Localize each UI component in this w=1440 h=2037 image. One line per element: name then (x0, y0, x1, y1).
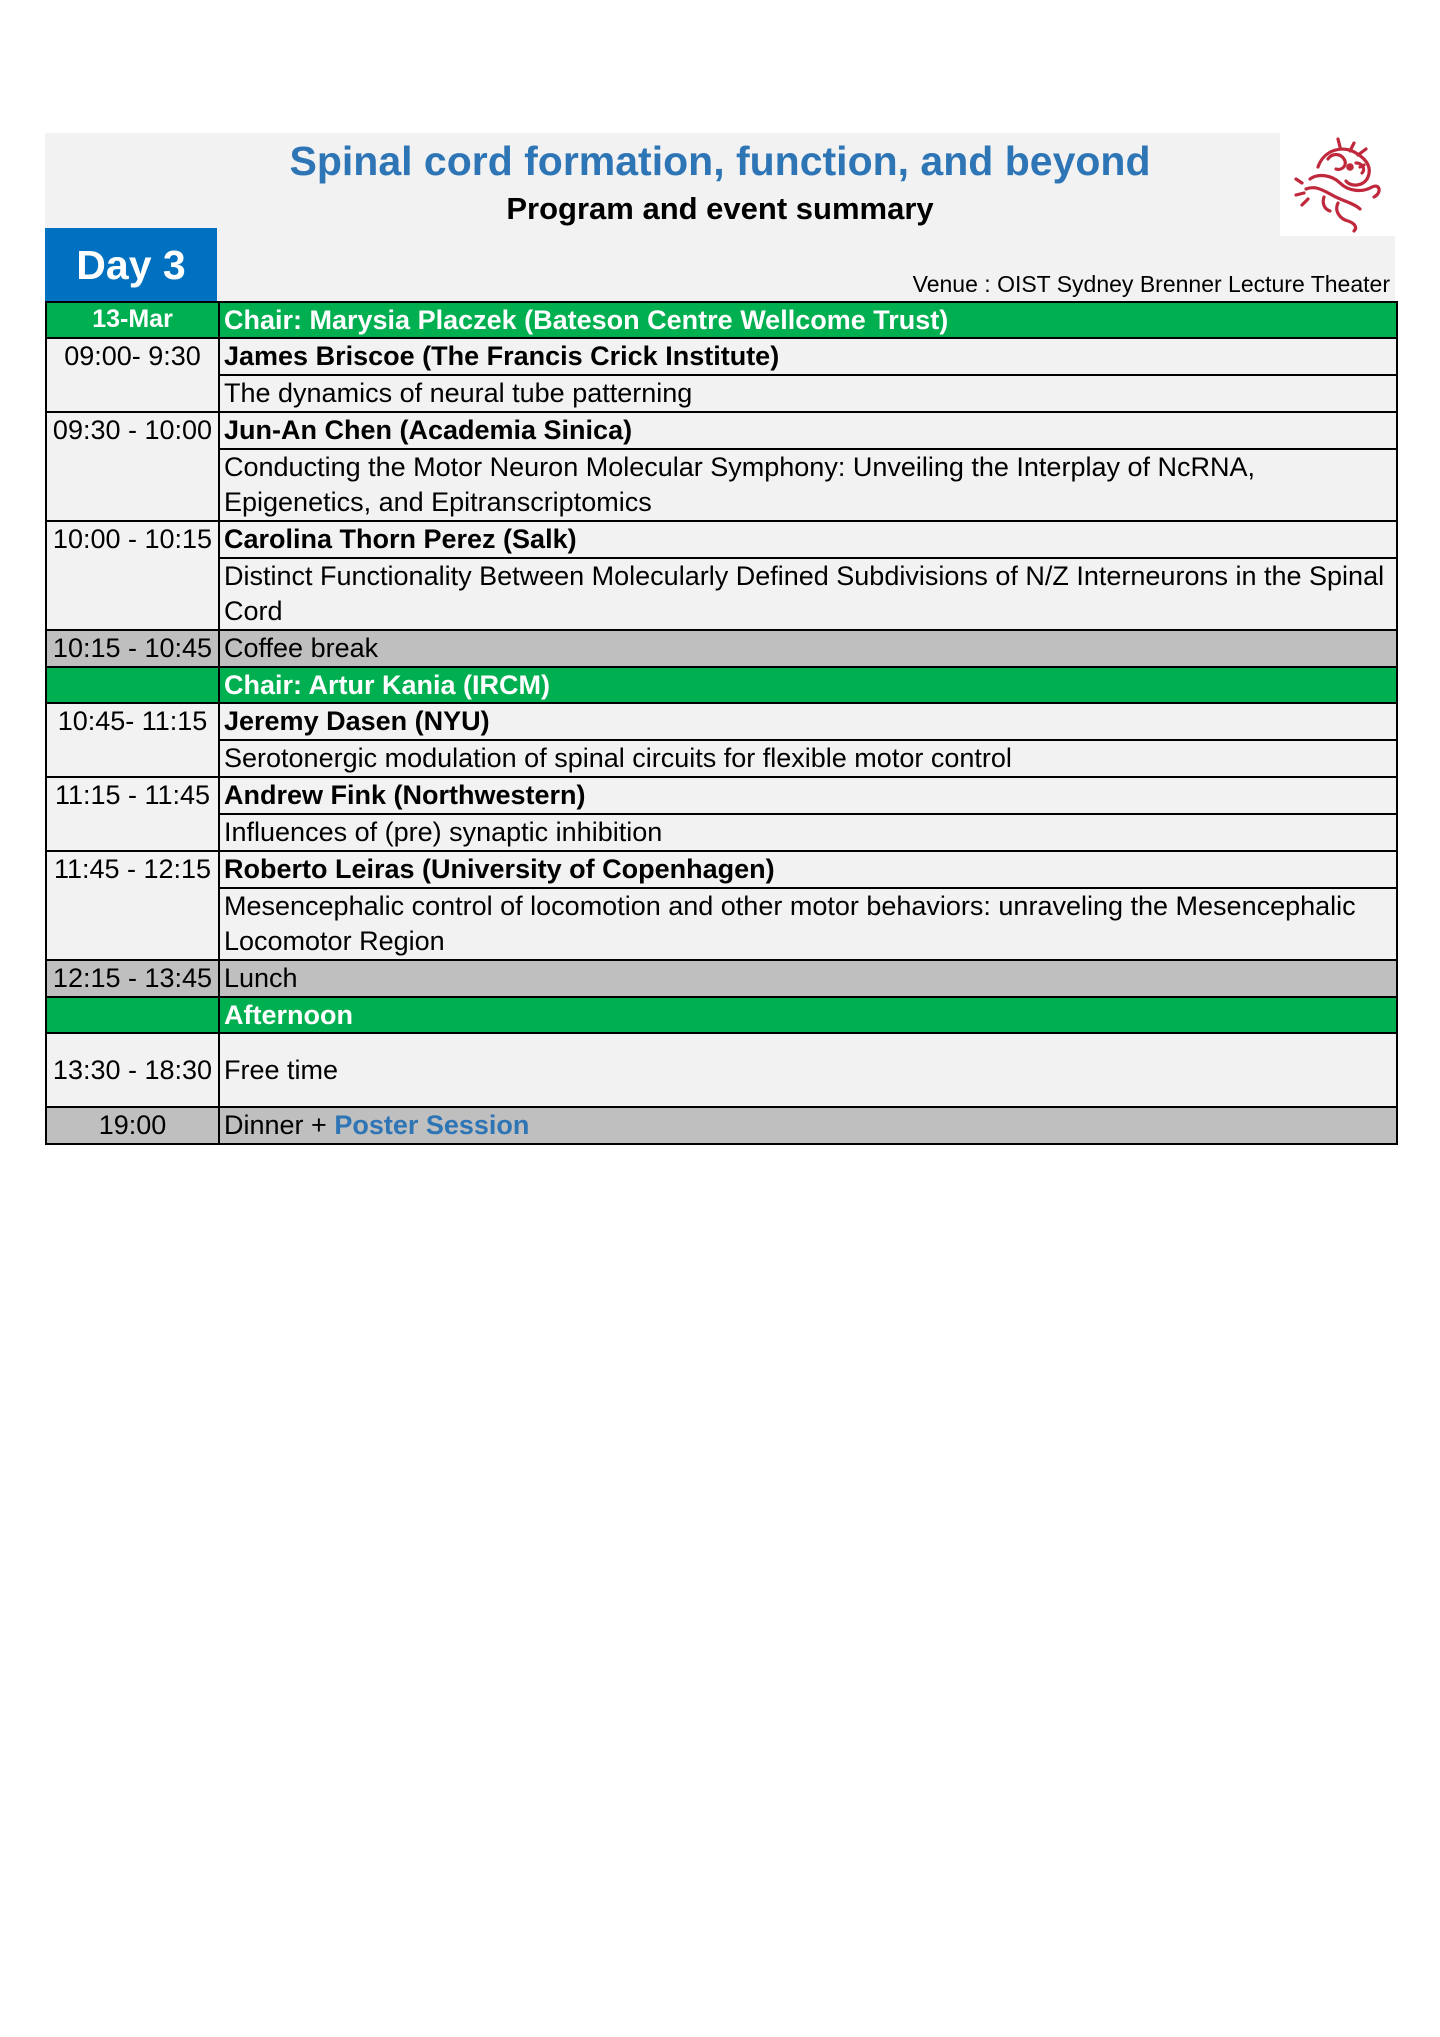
speaker-name: James Briscoe (The Francis Crick Institute) (219, 338, 1397, 375)
chair-row (46, 667, 1397, 703)
dinner-cell (219, 1107, 1397, 1144)
table-row (46, 449, 1397, 521)
table-row (46, 338, 1397, 375)
poster-session-label: Poster Session (334, 1110, 530, 1140)
time-cell: 09:30 - 10:00 (46, 412, 219, 521)
table-row (46, 1033, 1397, 1107)
time-cell: 13:30 - 18:30 (46, 1033, 219, 1107)
chair-name: Chair: Marysia Placzek (Bateson Centre Wellcome Trust) (219, 302, 1397, 338)
time-cell: 11:15 - 11:45 (46, 777, 219, 851)
day-label: Day 3 (45, 228, 217, 302)
time-cell: 10:00 - 10:15 (46, 521, 219, 630)
table-row (46, 558, 1397, 630)
dragon-logo-icon (1280, 133, 1395, 236)
table-row (46, 814, 1397, 851)
chair-row (46, 997, 1397, 1033)
table-row (46, 412, 1397, 449)
time-cell: 12:15 - 13:45 (46, 960, 219, 997)
time-cell: 11:45 - 12:15 (46, 851, 219, 960)
break-label: Lunch (219, 960, 1397, 997)
talk-title: Serotonergic modulation of spinal circuits for flexible motor control (219, 740, 1397, 777)
break-row (46, 1107, 1397, 1144)
speaker-name: Andrew Fink (Northwestern) (219, 777, 1397, 814)
session-label: Afternoon (219, 997, 1397, 1033)
talk-title: Distinct Functionality Between Molecularly Defined Subdivisions of N/Z Interneurons in the Spinal Cord (219, 558, 1397, 630)
time-cell: 19:00 (46, 1107, 219, 1144)
table-row (46, 777, 1397, 814)
chair-name: Chair: Artur Kania (IRCM) (219, 667, 1397, 703)
venue-label: Venue : OIST Sydney Brenner Lecture Theater (912, 271, 1390, 297)
chair-row (46, 302, 1397, 338)
talk-title: The dynamics of neural tube patterning (219, 375, 1397, 412)
time-cell: 09:00- 9:30 (46, 338, 219, 412)
page-subtitle: Program and event summary (506, 191, 934, 226)
speaker-name: Carolina Thorn Perez (Salk) (219, 521, 1397, 558)
table-row (46, 888, 1397, 960)
date-cell (46, 997, 219, 1033)
break-row (46, 630, 1397, 667)
dragon-logo-svg (1288, 137, 1388, 233)
program-header (45, 133, 1395, 302)
table-row (46, 703, 1397, 740)
program-table (45, 301, 1398, 1145)
talk-title: Conducting the Motor Neuron Molecular Symphony: Unveiling the Interplay of NcRNA, Epigenetics, and Epitranscriptomics (219, 449, 1397, 521)
table-row (46, 375, 1397, 412)
time-cell: 10:45- 11:15 (46, 703, 219, 777)
free-time-label: Free time (219, 1033, 1397, 1107)
talk-title: Influences of (pre) synaptic inhibition (219, 814, 1397, 851)
speaker-name: Jeremy Dasen (NYU) (219, 703, 1397, 740)
time-cell: 10:15 - 10:45 (46, 630, 219, 667)
table-row (46, 521, 1397, 558)
break-label: Coffee break (219, 630, 1397, 667)
date-cell (46, 667, 219, 703)
speaker-name: Jun-An Chen (Academia Sinica) (219, 412, 1397, 449)
page-title: Spinal cord formation, function, and beyond (289, 138, 1151, 184)
date-cell: 13-Mar (46, 302, 219, 338)
talk-title: Mesencephalic control of locomotion and other motor behaviors: unraveling the Mesencephalic Locomotor Region (219, 888, 1397, 960)
table-row (46, 740, 1397, 777)
dinner-label: Dinner + (224, 1110, 335, 1140)
speaker-name: Roberto Leiras (University of Copenhagen) (219, 851, 1397, 888)
break-row (46, 960, 1397, 997)
table-row (46, 851, 1397, 888)
